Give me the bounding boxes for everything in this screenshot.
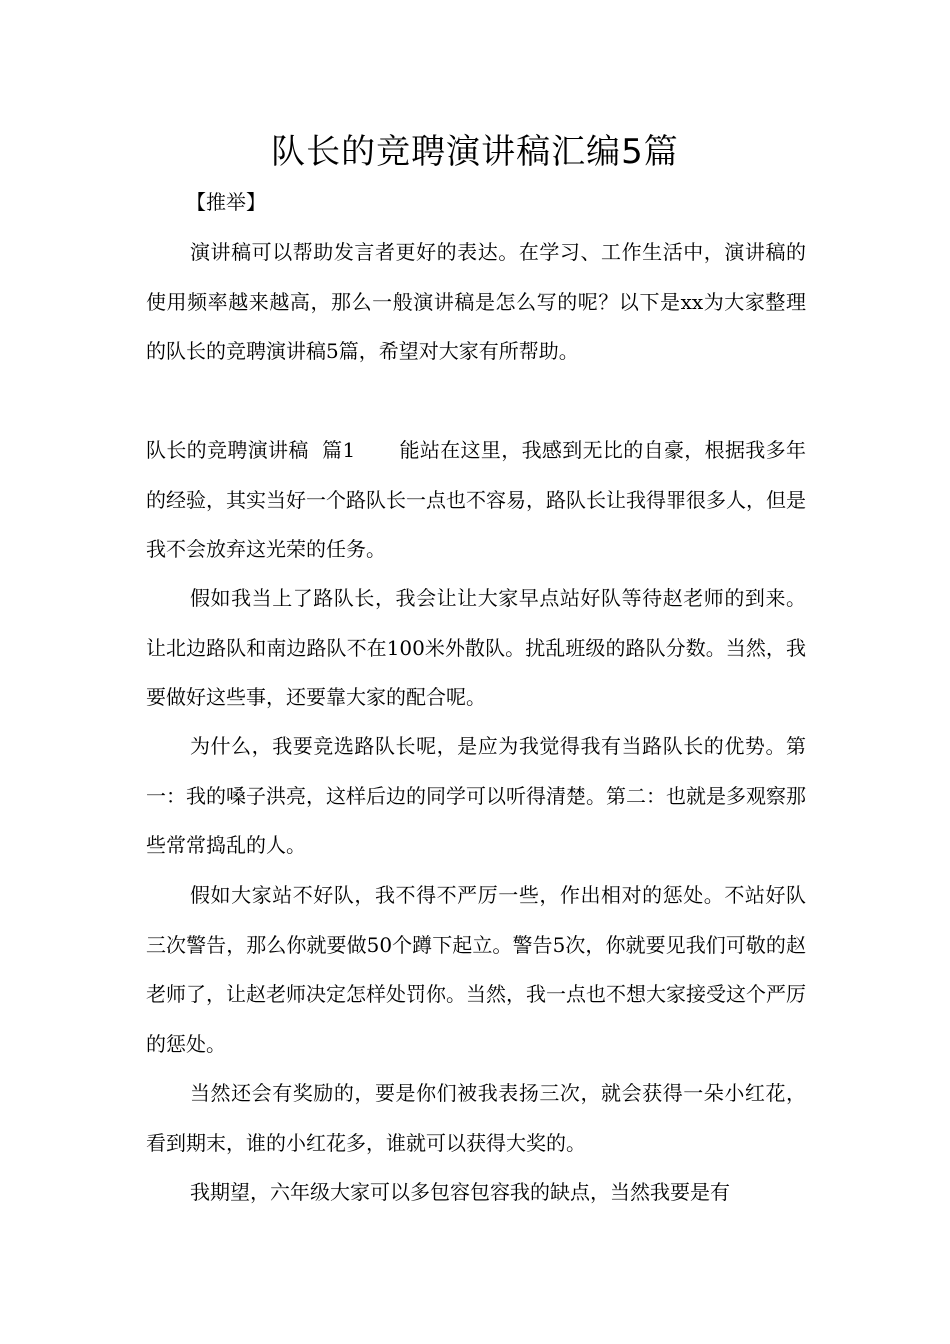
section-1-heading: 队长的竞聘演讲稿 篇1: [146, 438, 356, 462]
body-paragraph-3: 假如大家站不好队，我不得不严厉一些，作出相对的惩处。不站好队三次警告，那么你就要做50个蹲下起立。警告5次，你就要见我们可敬的赵老师了，让赵老师决定怎样处罚你。当然，我一点也不想大家接受这个严厉的惩处。: [146, 883, 806, 1056]
body-paragraph-1: 假如我当上了路队长，我会让让大家早点站好队等待赵老师的到来。让北边路队和南边路队不在100米外散队。扰乱班级的路队分数。当然，我要做好这些事，还要靠大家的配合呢。: [146, 586, 806, 709]
body-paragraph-2: 为什么，我要竞选路队长呢，是应为我觉得我有当路队长的优势。第一：我的嗓子洪亮，这样后边的同学可以听得清楚。第二：也就是多观察那些常常捣乱的人。: [146, 734, 806, 857]
intro-paragraph: 演讲稿可以帮助发言者更好的表达。在学习、工作生活中，演讲稿的使用频率越来越高，那么一般演讲稿是怎么写的呢？以下是xx为大家整理的队长的竞聘演讲稿5篇，希望对大家有所帮助。: [146, 240, 806, 363]
document-title: 队长的竞聘演讲稿汇编5篇: [271, 132, 679, 172]
body-paragraph-5: 我期望，六年级大家可以多包容包容我的缺点，当然我要是有: [190, 1180, 730, 1204]
section-1-paragraph: [146, 426, 806, 575]
recommend-tag: 【推举】: [186, 190, 266, 214]
body-paragraph-4: 当然还会有奖励的，要是你们被我表扬三次，就会获得一朵小红花，看到期末，谁的小红花多，谁就可以获得大奖的。: [146, 1081, 806, 1155]
section-1-first-text: 能站在这里，我感到无比的自豪，根据我多年的经验，其实当好一个路队长一点也不容易，路队长让我得罪很多人，但是我不会放弃这光荣的任务。: [146, 438, 806, 561]
